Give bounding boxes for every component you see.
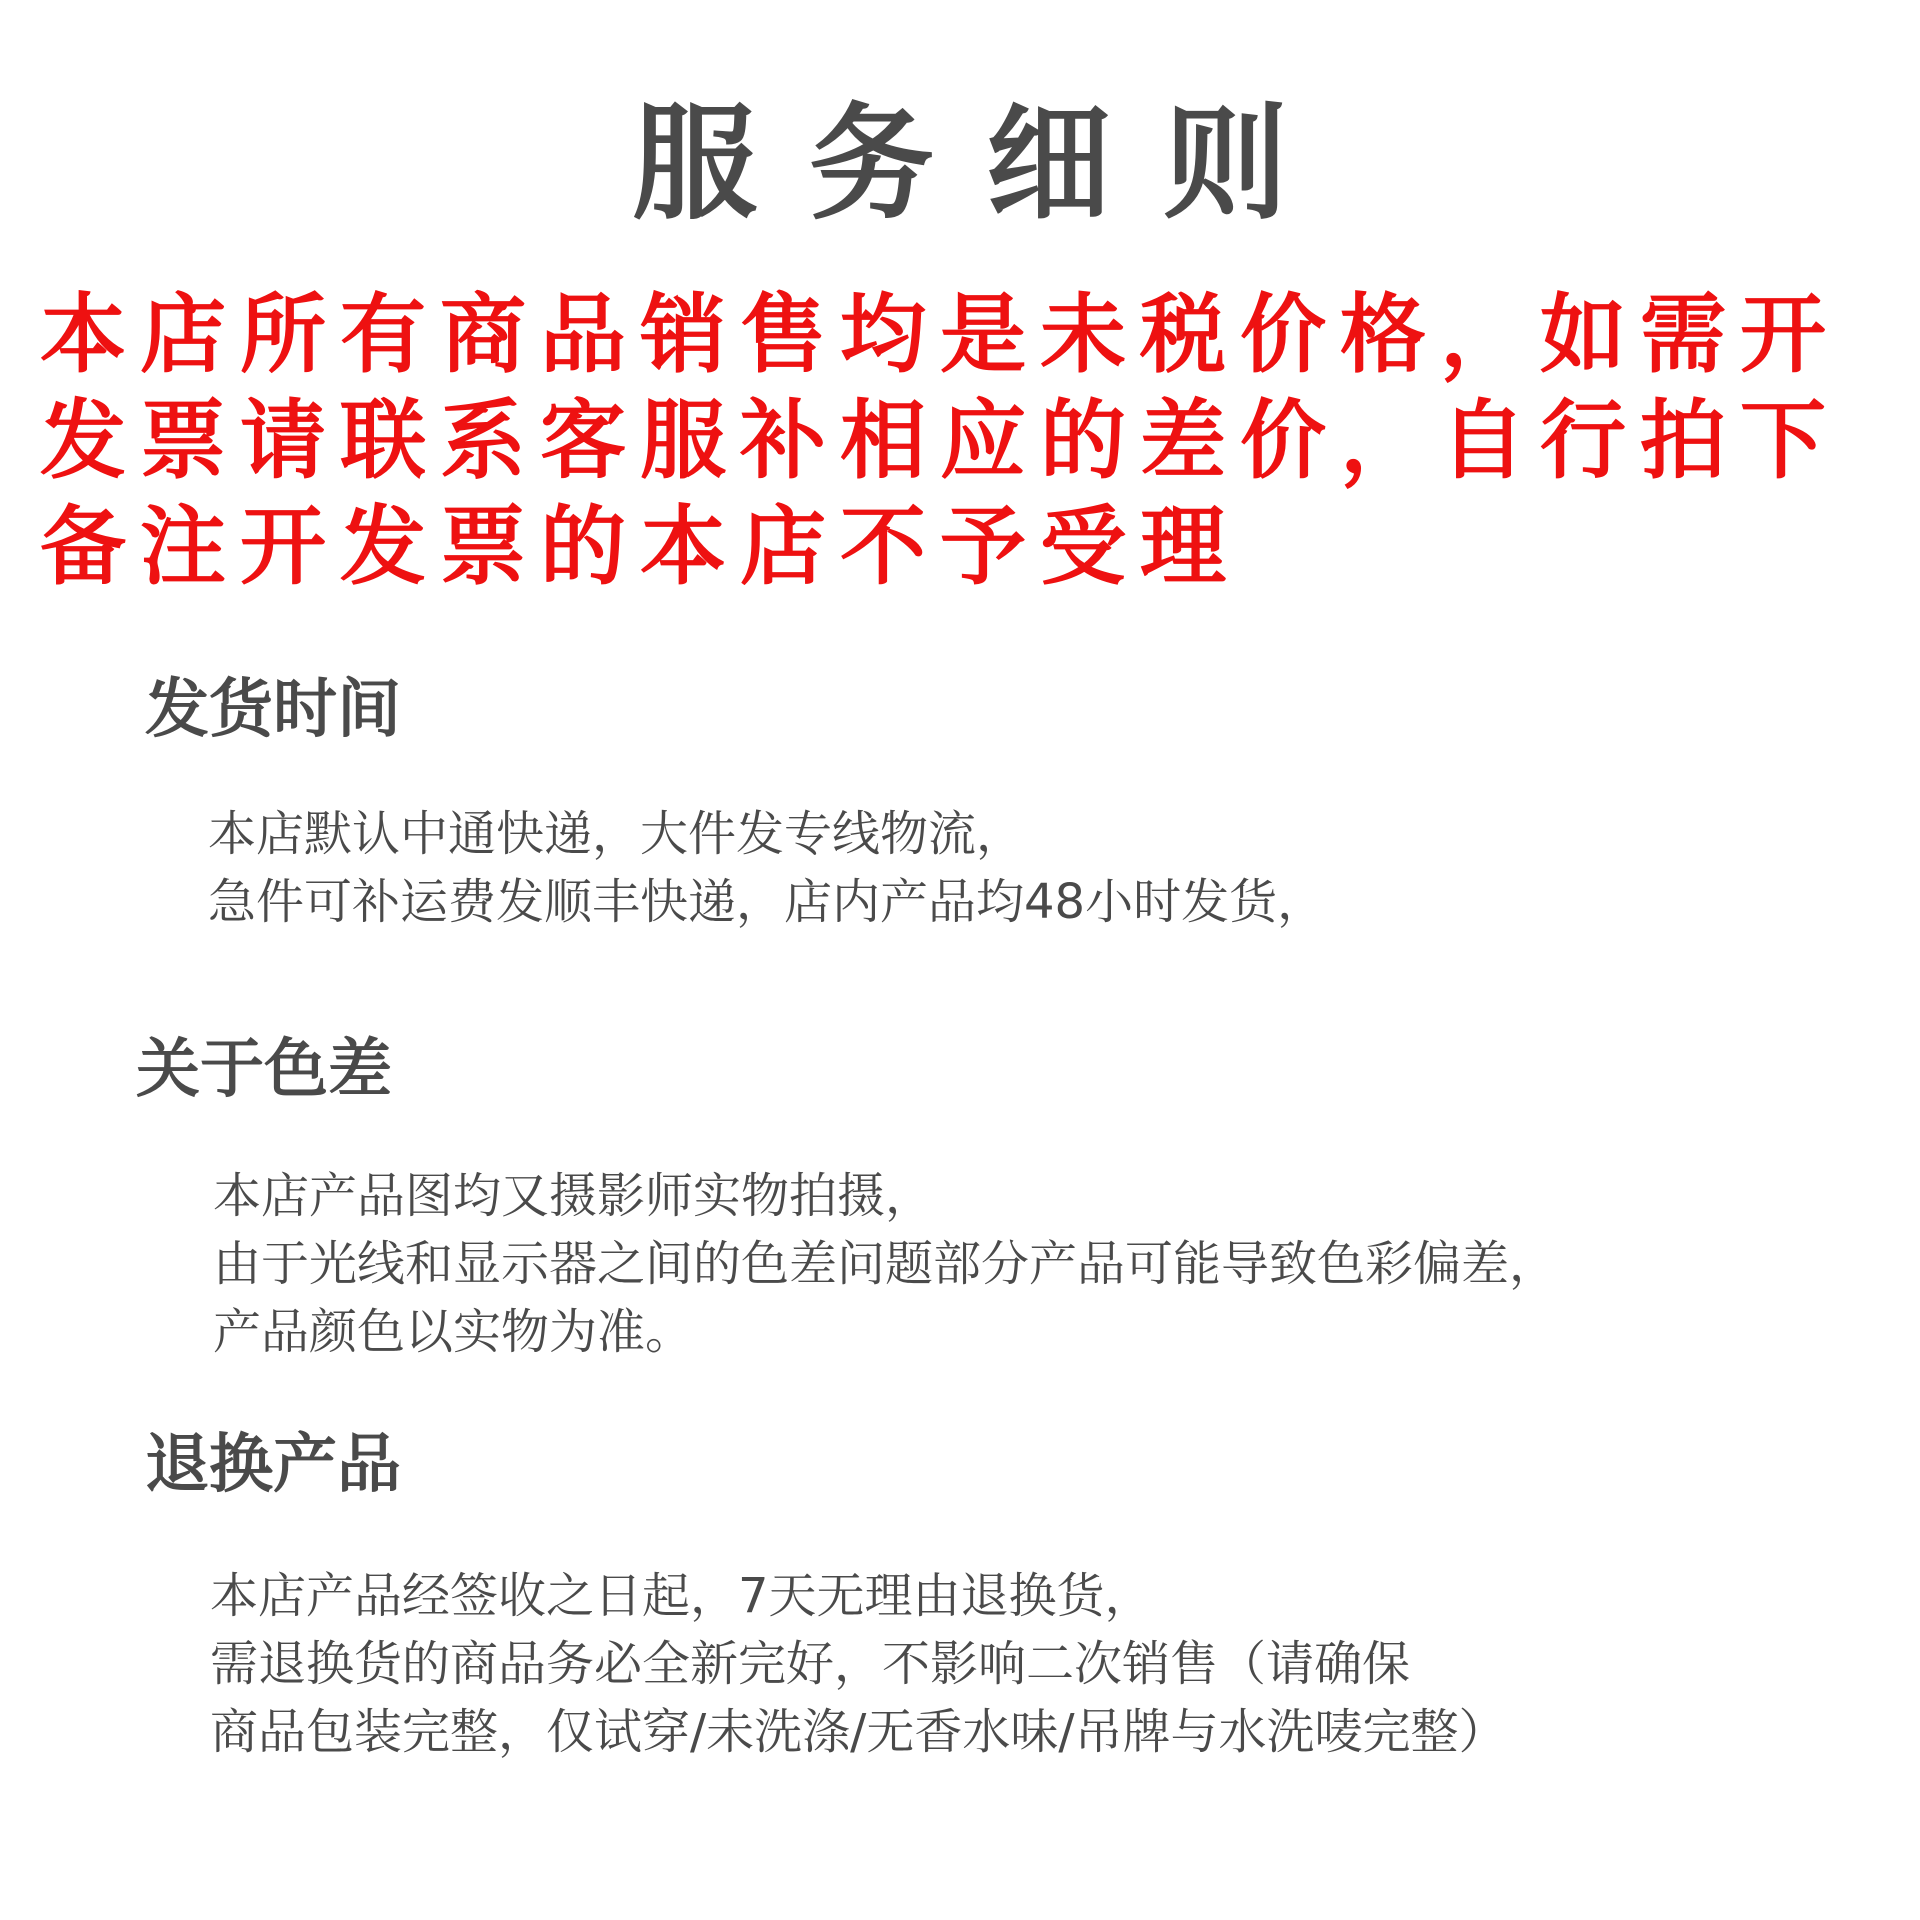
section-body-color-difference [213, 1162, 1557, 1366]
section-body-line: 本店产品图均又摄影师实物拍摄， [213, 1168, 934, 1224]
section-body-line: 需退换货的商品务必全新完好，不影响二次销售（请确保 [210, 1636, 1411, 1692]
section-body-returns [210, 1562, 1507, 1766]
page-title: 服务细则 [632, 92, 1340, 237]
section-body-shipping-time [208, 800, 1325, 936]
notice-line: 发票请联系客服补相应的差价，自行拍下 [40, 391, 1840, 491]
tax-invoice-notice [40, 282, 1910, 600]
section-heading-returns: 退换产品 [145, 1428, 401, 1502]
notice-line: 本店所有商品销售均是未税价格，如需开 [40, 285, 1840, 385]
section-body-line: 产品颜色以实物为准。 [213, 1304, 694, 1360]
section-body-line: 本店产品经签收之日起，7天无理由退换货， [210, 1568, 1153, 1624]
section-body-line: 由于光线和显示器之间的色差问题部分产品可能导致色彩偏差， [213, 1236, 1558, 1292]
section-heading-color-difference: 关于色差 [136, 1033, 392, 1107]
section-body-line: 本店默认中通快递，大件发专线物流， [208, 806, 1025, 862]
notice-line: 备注开发票的本店不予受理 [40, 497, 1240, 597]
section-body-line: 商品包装完整，仅试穿/未洗涤/无香水味/吊牌与水洗唛完整） [210, 1704, 1507, 1760]
section-heading-shipping-time: 发货时间 [145, 673, 401, 747]
section-body-line: 急件可补运费发顺丰快递，店内产品均48小时发货， [208, 874, 1326, 930]
